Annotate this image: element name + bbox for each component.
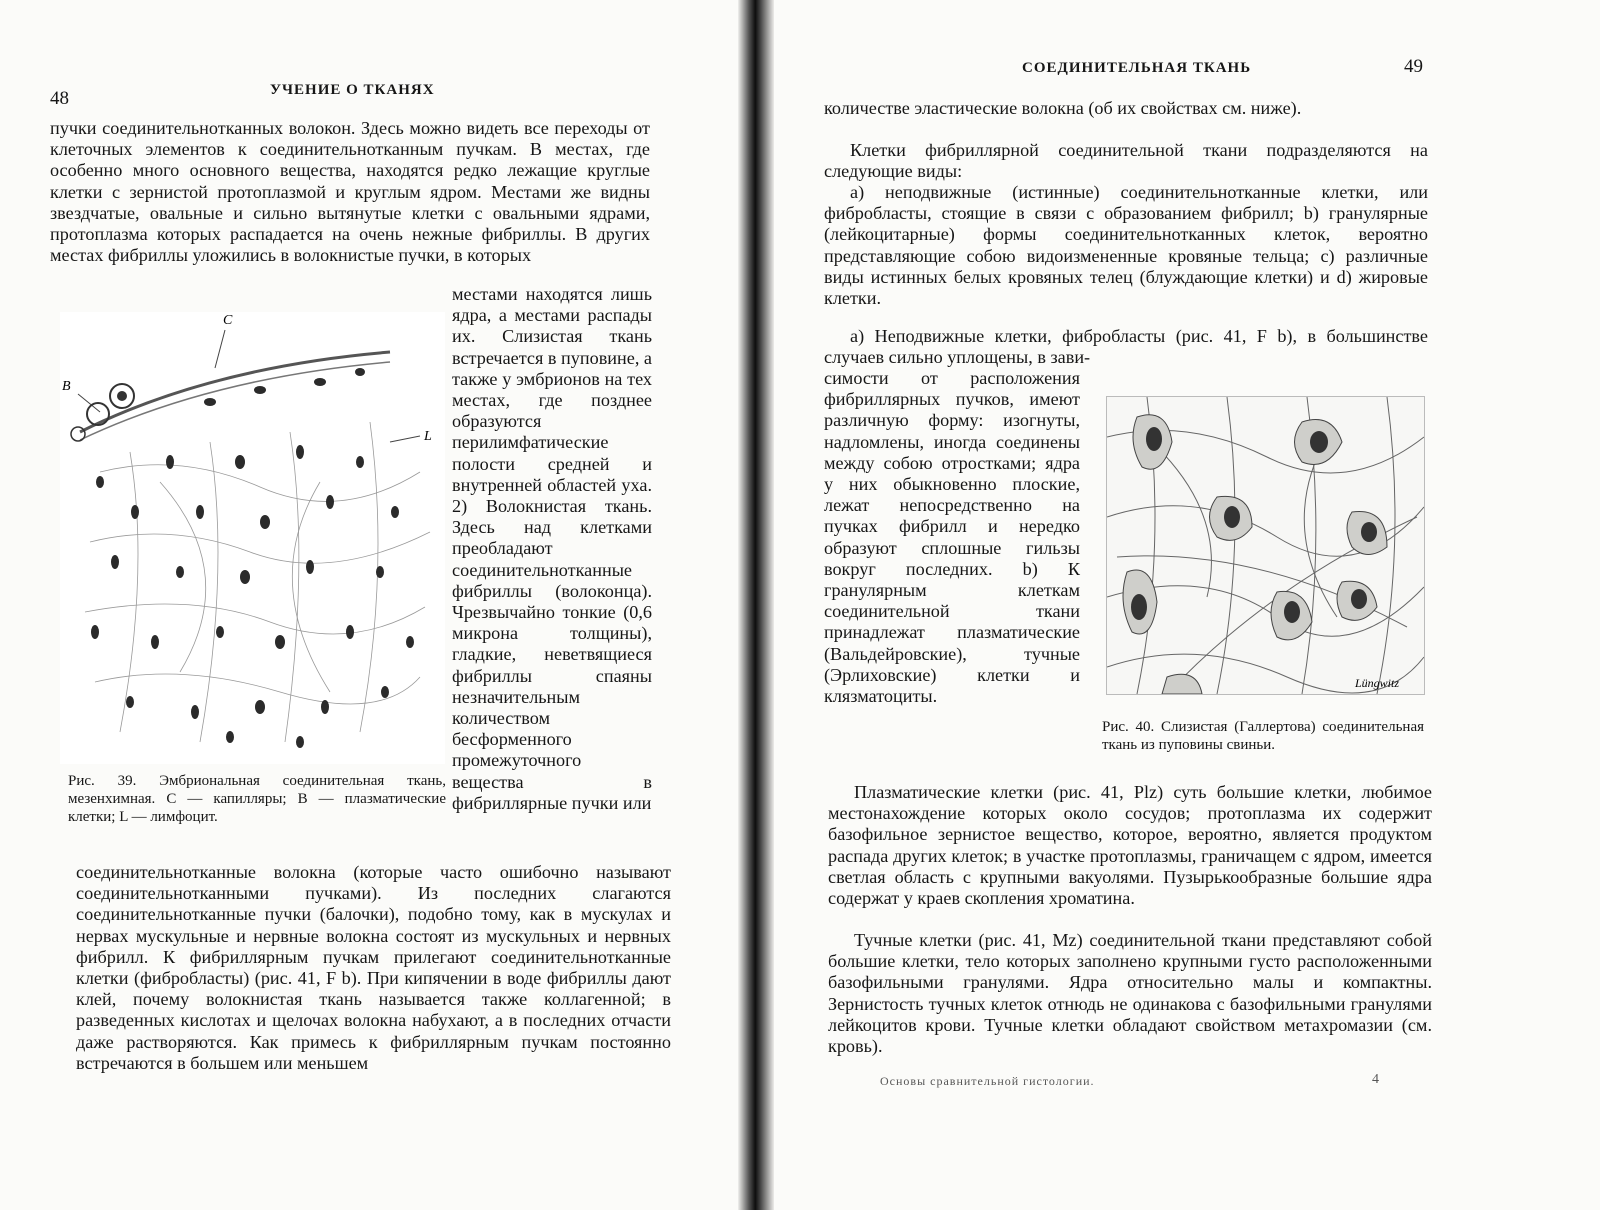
cell-nucleus: [117, 391, 127, 401]
left-page: [0, 0, 735, 1210]
running-head: УЧЕНИЕ О ТКАНЯХ: [270, 82, 435, 98]
capillary-vessel-wall: [80, 362, 390, 440]
right-page: [776, 0, 1600, 1210]
page-footer: Основы сравнительной гистологии.: [880, 1074, 1095, 1088]
figure-label-b: B: [62, 379, 71, 394]
page-number: 48: [50, 88, 69, 109]
figure-label-c: C: [223, 313, 233, 328]
mesenchymal-cells: [91, 368, 414, 748]
label-pointer: [390, 436, 420, 442]
paragraph: а) Неподвижные клетки, фибробласты (рис. 41, F b), в большинстве случаев сильно уплощены, в зави-: [824, 326, 1428, 368]
paragraph: Тучные клетки (рис. 41, Mz) соединительной ткани представляют собой большие клетки, тело которых заполнено крупными густо расположенными базофильными гранулями. Ядра относительно малы и компактны. Зернистость тучных клеток отнюдь не одинакова с базофильными гранулями лейкоцитов крови. Тучные клетки обладают свойством метахромазии (см. кровь).: [828, 930, 1432, 1057]
paragraph: пучки соединительнотканных волокон. Здесь можно видеть все переходы от клеточных элементов к соединительнотканным пучкам. В местах, где особенно много основного вещества, находятся редко лежащие круглые клетки с зернистой протоплазмой и круглым ядром. Местами же видны звездчатые, овальные и сильно вытянутые клетки с овальными ядрами, протоплазма которых распадается на очень нежные фибриллы. В других местах фибриллы уложились в волокнистые пучки, в которых: [50, 118, 650, 266]
page-number: 49: [1404, 56, 1423, 77]
gallert-tissue-drawing: [1107, 397, 1424, 694]
label-pointer: [215, 330, 225, 368]
figure-label-l: L: [424, 429, 432, 444]
paragraph: соединительнотканные волокна (которые часто ошибочно называют соединительнотканными пучками). Из последних слагаются соединительнотканные пучки (балочки), подобно тому, как в мускулах и нервах мускульные и нервные волокна состоят из мускульных и нервных фибрилл. К фибриллярным пучкам прилегают соединительнотканные клетки (фибробласты) (рис. 41, F b). При кипячении в воде фибриллы дают клей, почему волокнистая ткань называется также коллагенной; в разведенных кислотах и щелочах волокна набухают, а в последних отчасти даже растворяются. Как примесь к фибриллярным пучкам постоянно встречаются в большем или меньшем: [76, 862, 671, 1073]
figure-39-illustration: [60, 312, 445, 764]
mesenchyme-drawing: [60, 312, 445, 764]
side-column-text: местами находятся лишь ядра, а местами распады их. Слизистая ткань встречается в пуповине, а также у эмбрионов на тех местах, где позднее образуются перилимфатические полости средней и внутренней областей уха. 2) Волокнистая ткань. Здесь над клетками преобладают соединительнотканные фибриллы (волоконца). Чрезвычайно тонкие (0,6 микрона толщины), гладкие, неветвящиеся фибриллы спаяны незначительным количеством бесформенного промежуточного вещества в фибриллярные пучки или: [452, 284, 652, 813]
fibroblast-cells: [1123, 415, 1387, 694]
figure-40-caption: Рис. 40. Слизистая (Галлертова) соединительная ткань из пуповины свиньи.: [1102, 719, 1424, 753]
lymphocyte: [71, 427, 85, 441]
figure-40-illustration: [1106, 396, 1425, 695]
side-column-text: симости от расположения фибриллярных пучков, имеют различную форму: изогнуты, надломлены, иногда соединены между собою отростками; ядра у них обыкновенно плоские, лежат непосредственно на пучках фибрилл и нередко образуют сплошные гильзы вокруг последних. b) К гранулярным клеткам соединительной ткани принадлежат плазматические (Вальдейровские), тучные (Эрлиховские) клетки и клязматоциты.: [824, 368, 1080, 707]
signature-mark: 4: [1372, 1072, 1380, 1087]
artist-signature: Lüngwitz: [1355, 676, 1400, 690]
paragraph: а) неподвижные (истинные) соединительнотканные клетки, или фибробласты, стоящие в связи с образованием фибрилл; b) гранулярные (лейкоцитарные) формы соединительнотканных клеток, вероятно представляющие собою видоизмененные кровяные тельца; c) различные виды истинных белых кровяных телец (блуждающие клетки) и d) жировые клетки.: [824, 182, 1428, 309]
paragraph: количестве эластические волокна (об их свойствах см. ниже).: [824, 98, 1302, 118]
book-gutter: [738, 0, 774, 1210]
running-head: СОЕДИНИТЕЛЬНАЯ ТКАНЬ: [1022, 60, 1252, 76]
paragraph: Плазматические клетки (рис. 41, Plz) суть большие клетки, любимое местонахождение которых около сосудов; протоплазма их содержит базофильное зернистое вещество, которое, вероятно, является продуктом распада других клеток; в участке протоплазмы, граничащем с ядром, имеется светлая область с крупными вакуолями. Пузырькообразные большие ядра содержат у краев скопления хроматина.: [828, 782, 1432, 909]
figure-39-caption: Рис. 39. Эмбриональная соединительная ткань, мезенхимная. C — капилляры; B — плазматические клетки; L — лимфоцит.: [68, 773, 446, 825]
paragraph: Клетки фибриллярной соединительной ткани подразделяются на следующие виды:: [824, 140, 1428, 182]
fibril-network: [85, 422, 430, 742]
